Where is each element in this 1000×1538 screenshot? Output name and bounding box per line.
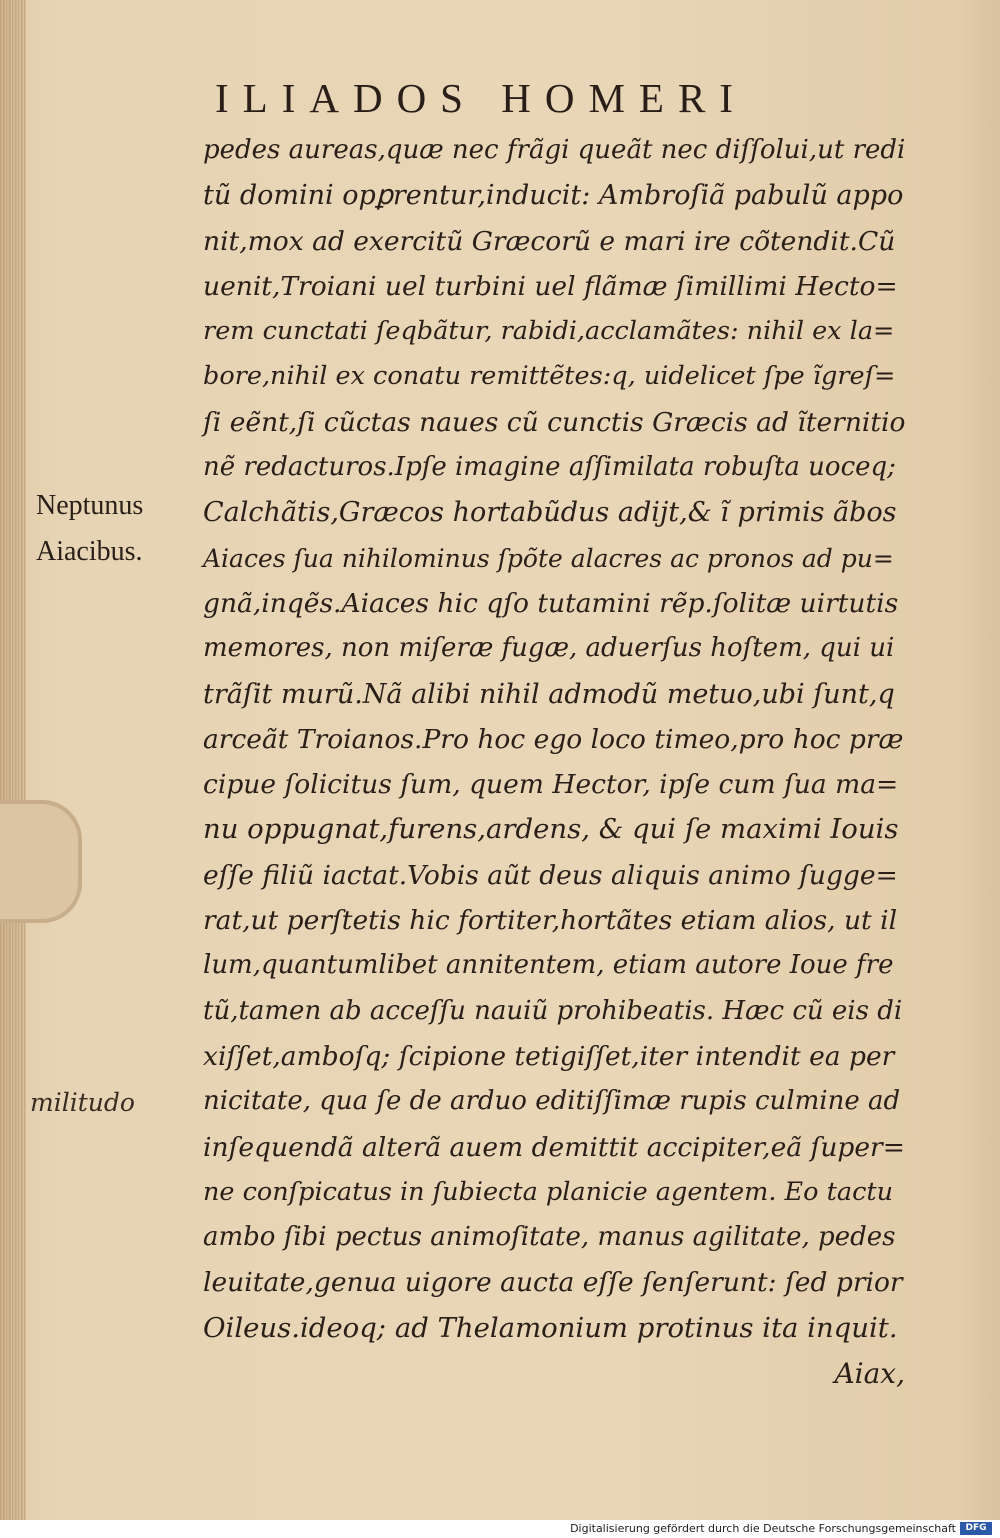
- text-line: trãſit murũ.Nã alibi nihil admodũ metuo,ubi ſunt,q: [203, 678, 895, 710]
- text-line: inſequendã alterã auem demittit accipiter,eã ſuper=: [203, 1131, 905, 1163]
- text-line: uenit,Troiani uel turbini uel flãmæ ſimillimi Hecto=: [203, 270, 898, 302]
- text-line: nit,mox ad exercitũ Græcorũ e mari ire cõtendit.Cũ: [203, 225, 896, 257]
- catchword: Aiax,: [834, 1357, 905, 1391]
- clasp-shadow: [0, 800, 82, 923]
- text-line: nẽ redacturos.Ipſe imagine aſſimilata robuſta uoceq;: [203, 452, 896, 483]
- text-line: tũ,tamen ab acceſſu nauiũ prohibeatis. Hæc cũ eis di: [203, 995, 903, 1026]
- text-line: gnã,inqẽs.Aiaces hic qſo tutamini rẽp.ſolitæ uirtutis: [203, 587, 899, 619]
- text-line: Calchãtis,Græcos hortabũdus adijt,& ĩ primis ãbos: [203, 497, 897, 529]
- text-line: Oileus.ideoq; ad Thelamonium protinus ita inquit.: [203, 1311, 898, 1344]
- margin-note-aiacibus: Aiacibus.: [36, 536, 143, 567]
- text-line: rat,ut perſtetis hic fortiter,hortãtes etiam alios, ut il: [203, 905, 898, 937]
- text-line: leuitate,genua uigore aucta eſſe ſenſerunt: ſed prior: [203, 1267, 903, 1299]
- text-line: lum,quantumlibet annitentem, etiam autore Ioue fre: [203, 950, 894, 981]
- text-line: ſi eẽnt,ſi cũctas naues cũ cunctis Græcis ad ĩternitio: [203, 406, 906, 438]
- body-text: [203, 128, 905, 1396]
- text-line: nu oppugnat,furens,ardens, & qui ſe maximi Iouis: [203, 813, 899, 846]
- text-line: Aiaces ſua nihilominus ſpõte alacres ac pronos ad pu=: [203, 543, 894, 573]
- text-line: bore,nihil ex conatu remittẽtes:q, uidelicet ſpe ĩgreſ=: [203, 361, 896, 392]
- text-line: memores, non miſeræ fugæ, aduerſus hoſtem, qui ui: [203, 633, 895, 664]
- dfg-logo-icon: DFG: [960, 1522, 992, 1535]
- page-edge: [0, 0, 26, 1520]
- text-line: ambo ſibi pectus animoſitate, manus agilitate, pedes: [203, 1222, 896, 1253]
- text-line: arceãt Troianos.Pro hoc ego loco timeo,pro hoc præ: [203, 723, 904, 755]
- footer-bar: [0, 1520, 1000, 1538]
- text-line: cipue ſolicitus ſum, quem Hector, ipſe cum ſua ma=: [203, 769, 899, 801]
- text-line: pedes aureas,quæ nec frãgi queãt nec diſſolui,ut redi: [203, 135, 906, 165]
- running-head: ILIADOS HOMERI: [215, 75, 747, 121]
- footer-credit: Digitalisierung gefördert durch die Deutsche Forschungsgemeinschaft: [570, 1522, 956, 1535]
- handwritten-annotation: militudo: [30, 1088, 135, 1117]
- text-line: xiſſet,amboſq; ſcipione tetigiſſet,iter intendit ea per: [203, 1040, 895, 1072]
- text-line: ne conſpicatus in ſubiecta planicie agentem. Eo tactu: [203, 1176, 894, 1207]
- text-line: rem cunctati ſeqbãtur, rabidi,acclamãtes: nihil ex la=: [203, 316, 895, 347]
- text-line: nicitate, qua ſe de arduo editiſſimæ rupis culmine ad: [203, 1086, 901, 1117]
- margin-note-neptunus: Neptunus: [36, 490, 144, 521]
- text-line: tũ domini opꝑrentur,inducit: Ambroſiã pabulũ appo: [203, 180, 904, 212]
- text-line: eſſe filiũ iactat.Vobis aũt deus aliquis animo ſugge=: [203, 859, 898, 891]
